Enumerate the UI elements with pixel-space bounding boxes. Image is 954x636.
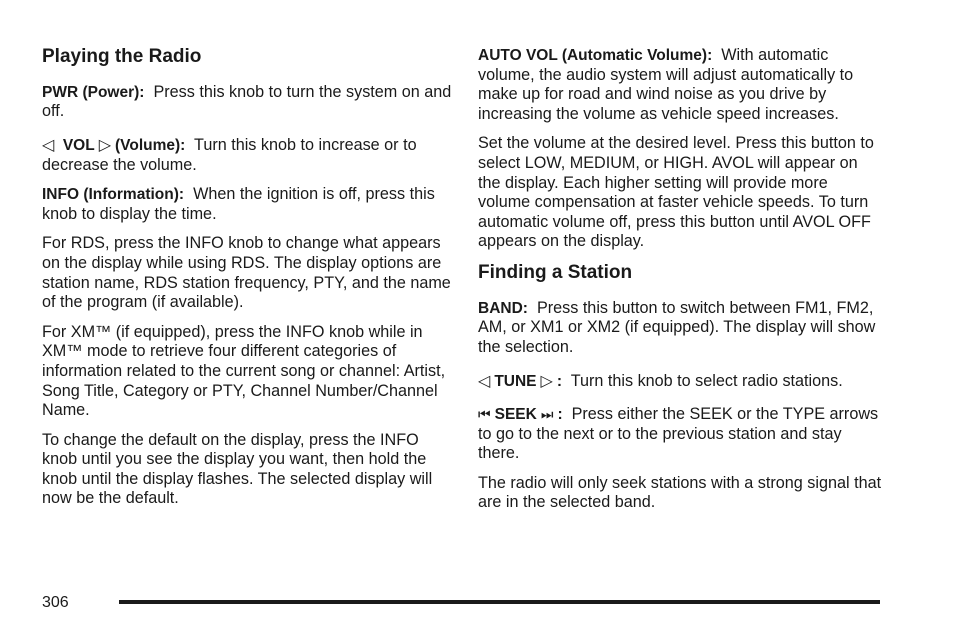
pwr-description: Press this knob to turn the system on and off. (42, 82, 452, 121)
triangle-left-icon: ◁ (42, 136, 55, 154)
paragraph-pwr (42, 83, 452, 122)
paragraph-seek (478, 405, 883, 464)
left-column (42, 46, 452, 519)
term-info: INFO (Information): (42, 186, 185, 204)
term-pwr: PWR (Power): (42, 83, 145, 101)
term-seek: SEEK (494, 406, 537, 424)
paragraph-autovol (478, 46, 883, 124)
term-vol: VOL (62, 136, 95, 154)
paragraph-vol (42, 136, 452, 175)
section-heading-finding-station: Finding a Station (478, 261, 633, 283)
seek-back-icon: ⏮ (478, 406, 491, 423)
seek-description: Press either the SEEK or the TYPE arrows to go to the next or to the previous station and stay there. (478, 405, 879, 463)
paragraph-xm: For XM™ (if equipped), press the INFO knob while in XM™ mode to retrieve four different categories of information related to the current song or channel: Artist, Song Title, Category or PTY, Channel Number/Channel Name. (42, 322, 446, 420)
paragraph-tune (478, 372, 883, 392)
page-number: 306 (42, 594, 69, 611)
right-column (478, 46, 883, 523)
band-description: Press this button to switch between FM1, FM2, AM, or XM1 or XM2 (if equipped). The display will show the selection. (478, 298, 876, 356)
triangle-right-icon: ▷ (98, 136, 111, 154)
seek-forward-icon: ⏭ (540, 406, 554, 423)
paragraph-strong-signal: The radio will only seek stations with a strong signal that are in the selected band. (478, 473, 882, 512)
paragraph-info (42, 185, 452, 224)
section-heading-playing-radio: Playing the Radio (42, 46, 202, 67)
autovol-description: With automatic volume, the audio system will adjust automatically to make up for road and wind noise as you drive by increasing the volume as vehicle speed increases. (478, 46, 854, 123)
paragraph-setvol: Set the volume at the desired level. Press this button to select LOW, MEDIUM, or HIGH. AVOL will appear on the display. Each higher setting will provide more volume compensation at faster vehicle speeds. To turn automatic volume off, press this button until AVOL OFF appears on the display. (478, 134, 874, 251)
term-volume: (Volume): (115, 136, 186, 154)
paragraph-default: To change the default on the display, press the INFO knob until you see the display you want, then hold the knob until the display flashes. The selected display will now be the default. (42, 430, 433, 508)
tune-colon: : (556, 372, 562, 390)
seek-colon: : (557, 406, 563, 424)
term-tune: TUNE (494, 372, 537, 390)
term-band: BAND: (478, 299, 528, 317)
vol-description: Turn this knob to increase or to decrease the volume. (42, 135, 417, 174)
paragraph-rds: For RDS, press the INFO knob to change what appears on the display while using RDS. The display options are station name, RDS station frequency, PTY, and the name of the program (if available). (42, 234, 451, 312)
info-description: When the ignition is off, press this knob to display the time. (42, 185, 435, 223)
term-autovol: AUTO VOL (Automatic Volume): (478, 47, 713, 64)
triangle-right-icon: ▷ (540, 372, 553, 390)
tune-description: Turn this knob to select radio stations. (570, 371, 843, 390)
triangle-left-icon: ◁ (478, 372, 491, 390)
footer-rule (119, 600, 880, 604)
paragraph-band (478, 299, 883, 358)
